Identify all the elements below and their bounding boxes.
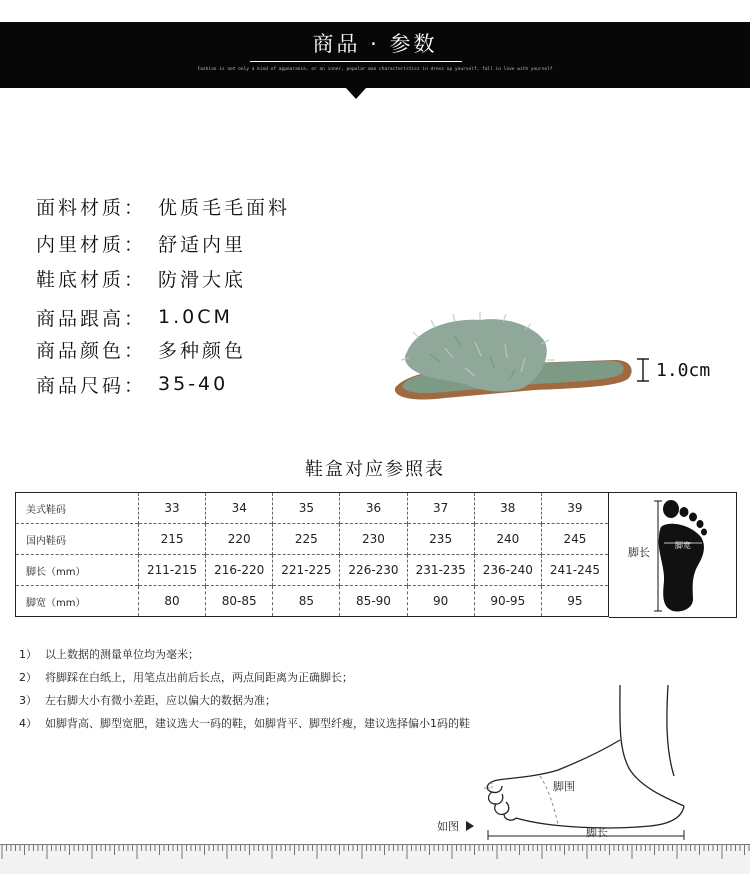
foot-side-view-drawing [470,680,690,840]
table-cell: 231-235 [407,555,474,586]
note-number: 3） [19,694,37,707]
note-number: 4） [19,717,37,730]
table-cell: 220 [206,524,273,555]
spec-key: 商品尺码： [36,374,147,397]
table-cell: 235 [407,524,474,555]
spec-key: 内里材质： [36,233,147,256]
arrow-right-icon [466,821,474,831]
table-cell: 33 [139,493,206,524]
heel-height-label: 1.0cm [656,360,711,381]
row-label: 美式鞋码 [26,504,66,516]
table-cell: 38 [474,493,541,524]
table-cell: 221-225 [273,555,340,586]
spec-row-size [36,370,228,398]
table-cell: 95 [541,586,608,617]
row-label: 脚宽（mm） [16,586,139,617]
table-cell: 215 [139,524,206,555]
spec-row-sole [36,264,246,292]
spec-row-upper-material [36,192,290,220]
spec-value: 舒适内里 [158,233,247,256]
note-item [19,669,353,685]
note-text: 左右脚大小有微小差距，应以偏大的数据为准； [45,694,276,707]
table-row [16,493,609,524]
table-cell: 85-90 [340,586,407,617]
spec-key: 商品跟高： [36,307,147,330]
note-item [19,646,199,662]
note-item [19,692,276,708]
note-number: 2） [19,671,37,684]
banner-divider [250,61,462,62]
spec-row-lining [36,229,246,257]
table-cell: 216-220 [206,555,273,586]
fur-slipper-image [385,308,635,408]
spec-key: 商品颜色： [36,339,147,362]
table-cell: 36 [340,493,407,524]
table-row [16,555,609,586]
table-cell: 90 [407,586,474,617]
header-banner [0,22,750,88]
note-item [19,715,470,731]
size-table-title: 鞋盒对应参照表 [305,459,445,480]
ruler-graphic [0,844,750,874]
heel-height-marker-icon [635,358,651,382]
table-cell: 236-240 [474,555,541,586]
spec-value: 优质毛毛面料 [158,196,291,219]
table-cell: 245 [541,524,608,555]
table-row [16,524,609,555]
row-label: 脚长（mm） [16,555,139,586]
foot-length-diagram-label: 脚长 [586,826,608,839]
spec-value: 35-40 [158,373,229,395]
as-shown-label: 如图 [437,820,459,833]
table-cell: 85 [273,586,340,617]
size-table [15,492,609,617]
table-cell: 39 [541,493,608,524]
spec-value: 防滑大底 [158,268,247,291]
banner-title: 商品 · 参数 [312,32,438,56]
table-cell: 230 [340,524,407,555]
foot-length-label: 脚长 [628,546,650,559]
table-cell: 226-230 [340,555,407,586]
table-cell: 90-95 [474,586,541,617]
spec-key: 鞋底材质： [36,268,147,291]
spec-value: 多种颜色 [158,339,247,362]
spec-row-color [36,335,246,363]
foot-girth-label: 脚围 [553,780,575,793]
spec-row-heel-height [36,303,233,331]
spec-value: 1.0CM [158,306,233,328]
foot-width-label: 脚宽 [675,541,691,550]
banner-pointer [346,88,366,99]
table-cell: 34 [206,493,273,524]
table-cell: 80 [139,586,206,617]
table-cell: 37 [407,493,474,524]
table-cell: 35 [273,493,340,524]
note-text: 如脚背高、脚型宽肥，建议选大一码的鞋，如脚背平、脚型纤瘦，建议选择偏小1码的鞋 [45,717,470,730]
banner-subtitle: Fashion is not only a kind of appearance, or an inner, popular man characteristics in dress up yourself, fall in love with yourself [197,67,553,72]
table-cell: 80-85 [206,586,273,617]
table-cell: 240 [474,524,541,555]
note-text: 以上数据的测量单位均为毫米； [45,648,199,661]
table-cell: 225 [273,524,340,555]
row-label: 国内鞋码 [16,524,139,555]
table-row [16,586,609,617]
table-cell: 241-245 [541,555,608,586]
note-number: 1） [19,648,37,661]
note-text: 将脚踩在白纸上，用笔点出前后长点，两点间距离为正确脚长； [45,671,353,684]
table-cell: 211-215 [139,555,206,586]
spec-key: 面料材质： [36,196,147,219]
